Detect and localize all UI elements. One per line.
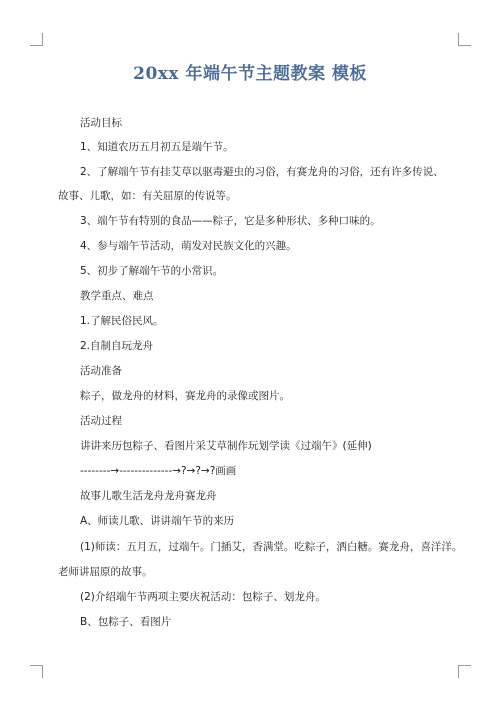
- paragraph-line: 5、初步了解端午节的小常识。: [80, 265, 224, 277]
- paragraph-line: 1、知道农历五月初五是端午节。: [80, 141, 234, 153]
- section-heading-preparation: 活动准备: [80, 365, 122, 377]
- section-heading-objectives: 活动目标: [80, 117, 122, 129]
- paragraph-line: 2.自制自玩龙舟: [80, 340, 154, 352]
- paragraph-line: (2)介绍端午节两项主要庆祝活动：包粽子、划龙舟。: [80, 591, 326, 603]
- paragraph-line: 故事儿歌生活龙舟龙舟赛龙舟: [80, 490, 217, 502]
- paragraph-line: 3、端午节有特别的食品——粽子，它是多种形状、多种口味的。: [80, 215, 381, 227]
- paragraph-line: 1.了解民俗民风。: [80, 315, 164, 327]
- flow-line: --------→--------------→?→?→?画画: [80, 465, 237, 477]
- crop-mark-top-right: [458, 33, 471, 46]
- paragraph-line: 讲讲来历包粽子、看图片采艾草制作玩划学读《过端午》(延伸): [80, 440, 372, 452]
- document-title: 20xx 年端午节主题教案 模板: [133, 64, 367, 84]
- paragraph-line: 故事、儿歌，如：有关屈原的传说等。: [58, 190, 237, 202]
- section-heading-key-points: 教学重点、难点: [80, 290, 154, 302]
- paragraph-line: (1)师读：五月五，过端午。门插艾，香满堂。吃粽子，洒白糖。赛龙舟，喜洋洋。: [80, 541, 463, 553]
- crop-mark-bottom-right: [458, 665, 471, 678]
- crop-mark-bottom-left: [30, 665, 43, 678]
- paragraph-line: B、包粽子、看图片: [80, 616, 172, 628]
- paragraph-line: 2、了解端午节有挂艾草以驱毒避虫的习俗，有赛龙舟的习俗，还有许多传说、: [80, 166, 444, 178]
- paragraph-line: A、师读儿歌、讲讲端午节的来历: [80, 515, 235, 527]
- crop-mark-top-left: [30, 33, 43, 46]
- paragraph-line: 老师讲屈原的故事。: [58, 566, 153, 578]
- paragraph-line: 4、参与端午节活动，萌发对民族文化的兴趣。: [80, 240, 297, 252]
- section-heading-process: 活动过程: [80, 415, 122, 427]
- paragraph-line: 粽子，做龙舟的材料，赛龙舟的录像或图片。: [80, 390, 290, 402]
